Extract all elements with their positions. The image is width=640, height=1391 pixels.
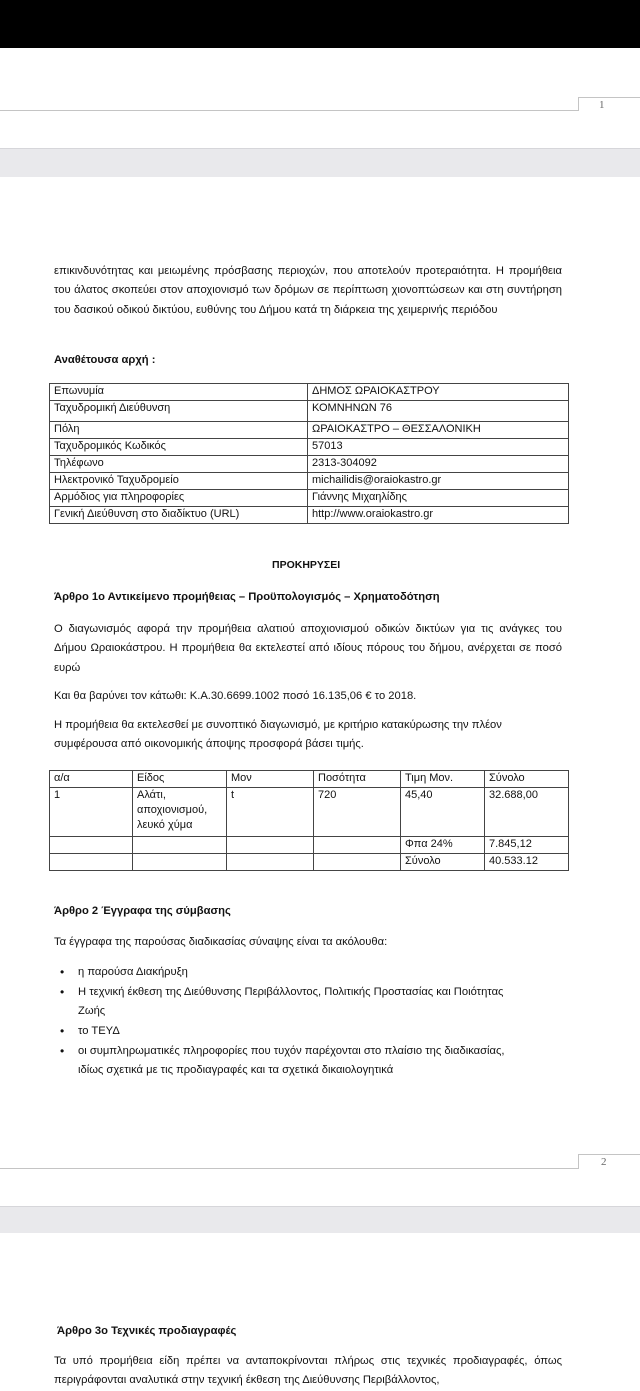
cell-item: Αλάτι, αποχιονισμού, λευκό χύμα bbox=[133, 788, 227, 837]
table-row bbox=[50, 384, 569, 401]
cell-total: 32.688,00 bbox=[485, 788, 569, 837]
vat-value: 7.845,12 bbox=[485, 837, 569, 854]
page-number-1: 1 bbox=[599, 99, 605, 111]
cell-value: 57013 bbox=[308, 439, 569, 456]
table-row bbox=[50, 439, 569, 456]
documents-list bbox=[58, 963, 528, 1081]
table-row bbox=[50, 490, 569, 507]
list-item: • το ΤΕΥΔ bbox=[58, 1022, 528, 1041]
article2-intro: Τα έγγραφα της παρούσας διαδικασίας σύναψης είναι τα ακόλουθα: bbox=[54, 936, 388, 948]
article1-para1: Ο διαγωνισμός αφορά την προμήθεια αλατιού αποχιονισμού οδικών δικτύων για τις ανάγκες του Δήμου Ωραιοκάστρου. Η προμήθεια θα εκτελεστεί από ιδίους πόρους του δήμου, ανέρχεται σε ποσό ευρώ bbox=[54, 623, 562, 674]
cell-label: Γενική Διεύθυνση στο διαδίκτυο (URL) bbox=[50, 507, 308, 524]
article3-heading: Άρθρο 3ο Τεχνικές προδιαγραφές bbox=[57, 1325, 237, 1337]
cell-value: 2313-304092 bbox=[308, 456, 569, 473]
cell-value: ΩΡΑΙΟΚΑΣΤΡΟ – ΘΕΣΣΑΛΟΝΙΚΗ bbox=[308, 422, 569, 439]
header-item: Είδος bbox=[133, 771, 227, 788]
table-header-row bbox=[50, 771, 569, 788]
list-item: • οι συμπληρωματικές πληροφορίες που τυχόν παρέχονται στο πλαίσιο της διαδικασίας, ιδίως σχετικά με τις προδιαγραφές και τα σχετικά δικαιολογητικά bbox=[58, 1042, 528, 1080]
article3-para: Τα υπό προμήθεια είδη πρέπει να ανταποκρίνονται πλήρως στις τεχνικές προδιαγραφές, όπως περιγράφονται αναλυτικά στην τεχνική έκθεση της Διεύθυνσης Περιβάλλοντος, bbox=[54, 1355, 562, 1387]
header-unit: Μον bbox=[227, 771, 314, 788]
intro-paragraph: επικινδυνότητας και μειωμένης πρόσβασης περιοχών, που αποτελούν προτεραιότητα. Η προμήθεια του άλατος σκοπεύει στον αποχιονισμό των δρόμων σε περίπτωση χιονοπτώσεων και στη συντήρηση του δασικού οδικού δικτύου, ευθύνης του Δήμου κατά τη διάρκεια της χειμερινής περιόδου bbox=[54, 265, 562, 316]
authority-table bbox=[49, 383, 569, 524]
page-number-rule bbox=[0, 110, 578, 111]
cell-label: Αρμόδιος για πληροφορίες bbox=[50, 490, 308, 507]
cell-label: Ηλεκτρονικό Ταχυδρομείο bbox=[50, 473, 308, 490]
proclaims-heading: ΠΡΟΚΗΡΥΣΕΙ bbox=[272, 559, 341, 571]
cell-label: Τηλέφωνο bbox=[50, 456, 308, 473]
table-row bbox=[50, 507, 569, 524]
cell-unit: t bbox=[227, 788, 314, 837]
page-gap bbox=[0, 1206, 640, 1234]
cell-label: Ταχυδρομικός Κωδικός bbox=[50, 439, 308, 456]
table-row bbox=[50, 401, 569, 422]
items-table bbox=[49, 770, 569, 871]
table-row bbox=[50, 422, 569, 439]
cell-value: http://www.oraiokastro.gr bbox=[308, 507, 569, 524]
cell-value: Γιάννης Μιχαηλίδης bbox=[308, 490, 569, 507]
page-number-2: 2 bbox=[601, 1156, 607, 1168]
article1-para2: Και θα βαρύνει τον κάτωθι: Κ.Α.30.6699.1002 ποσό 16.135,06 € το 2018. bbox=[54, 690, 417, 702]
table-row bbox=[50, 788, 569, 837]
header-total: Σύνολο bbox=[485, 771, 569, 788]
table-row bbox=[50, 456, 569, 473]
page-number-rule bbox=[0, 1168, 578, 1169]
table-row bbox=[50, 837, 569, 854]
article1-heading: Άρθρο 1ο Αντικείμενο προμήθειας – Προϋπολογισμός – Χρηματοδότηση bbox=[54, 591, 440, 603]
cell-value: michailidis@oraiokastro.gr bbox=[308, 473, 569, 490]
header-qty: Ποσότητα bbox=[314, 771, 401, 788]
cell-value: ΚΟΜΝΗΝΩΝ 76 bbox=[308, 401, 569, 422]
sum-value: 40.533.12 bbox=[485, 854, 569, 871]
list-item: • Η τεχνική έκθεση της Διεύθυνσης Περιβάλλοντος, Πολιτικής Προστασίας και Ποιότητας Ζωής bbox=[58, 983, 528, 1021]
header-aa: α/α bbox=[50, 771, 133, 788]
table-row bbox=[50, 854, 569, 871]
header-price: Τιμη Μον. bbox=[401, 771, 485, 788]
cell-label: Επωνυμία bbox=[50, 384, 308, 401]
authority-heading: Αναθέτουσα αρχή : bbox=[54, 354, 156, 366]
cell-value: ΔΗΜΟΣ ΩΡΑΙΟΚΑΣΤΡΟΥ bbox=[308, 384, 569, 401]
cell-qty: 720 bbox=[314, 788, 401, 837]
page-gap bbox=[0, 148, 640, 178]
cell-aa: 1 bbox=[50, 788, 133, 837]
cell-label: Πόλη bbox=[50, 422, 308, 439]
cell-price: 45,40 bbox=[401, 788, 485, 837]
vat-label: Φπα 24% bbox=[401, 837, 485, 854]
sum-label: Σύνολο bbox=[401, 854, 485, 871]
cell-label: Ταχυδρομική Διεύθυνση bbox=[50, 401, 308, 422]
list-item: • η παρούσα Διακήρυξη bbox=[58, 963, 528, 982]
article1-para3: Η προμήθεια θα εκτελεσθεί με συνοπτικό διαγωνισμό, με κριτήριο κατακύρωσης την πλέον συμφέρουσα από οικονομικής άποψης προσφορά βάσει τιμής. bbox=[54, 719, 502, 751]
article2-heading: Άρθρο 2 Έγγραφα της σύμβασης bbox=[54, 905, 231, 917]
page-1-bottom bbox=[0, 48, 640, 148]
status-bar bbox=[0, 0, 640, 48]
table-row bbox=[50, 473, 569, 490]
